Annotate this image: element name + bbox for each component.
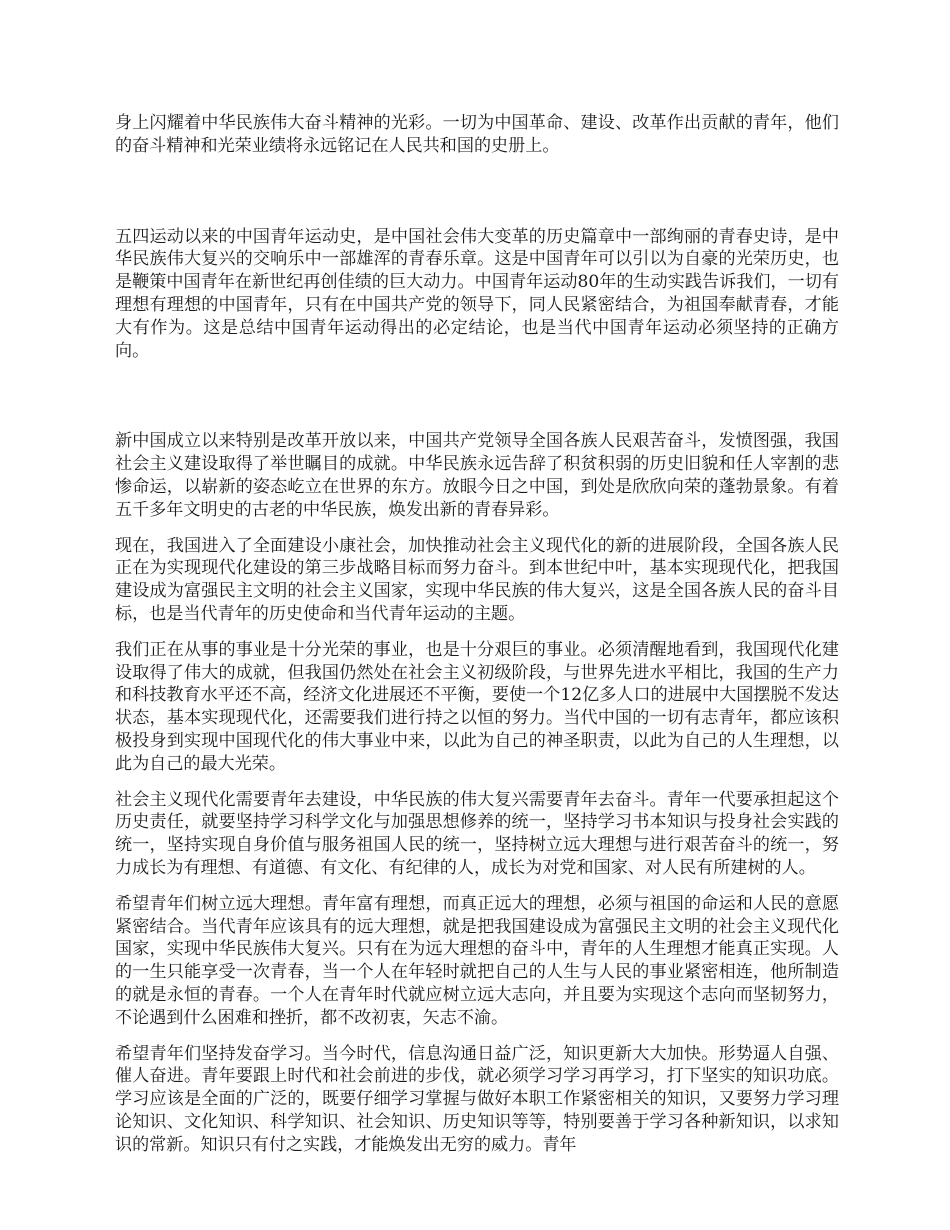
paragraph-2: 五四运动以来的中国青年运动史，是中国社会伟大变革的历史篇章中一部绚丽的青春史诗，是中华民族伟大复兴的交响乐中一部雄浑的青春乐章。这是中国青年可以引以为自豪的光荣历史，也是鞭策中国青年在新世纪再创佳绩的巨大动力。中国青年运动80年的生动实践告诉我们，一切有理想有理想的中国青年，只有在中国共产党的领导下，同人民紧密结合，为祖国奉献青春，才能大有作为。这是总结中国青年运动得出的必定结论，也是当代中国青年运动必须坚持的正确方向。: [115, 226, 839, 361]
paragraph-4: 现在，我国进入了全面建设小康社会，加快推动社会主义现代化的新的进展阶段，全国各族人民正在为实现现代化建设的第三步战略目标而努力奋斗。到本世纪中叶，基本实现现代化，把我国建设成为富强民主文明的社会主义国家，实现中华民族的伟大复兴，这是全国各族人民的奋斗目标，也是当代青年的历史使命和当代青年运动的主题。: [115, 535, 839, 624]
paragraph-1: 身上闪耀着中华民族伟大奋斗精神的光彩。一切为中国革命、建设、改革作出贡献的青年，他们的奋斗精神和光荣业绩将永远铭记在人民共和国的史册上。: [115, 113, 839, 156]
paragraph-5: 我们正在从事的事业是十分光荣的事业，也是十分艰巨的事业。必须清醒地看到，我国现代化建设取得了伟大的成就，但我国仍然处在社会主义初级阶段，与世界先进水平相比，我国的生产力和科技教育水平还不高，经济文化进展还不平衡，要使一个12亿多人口的进展中大国摆脱不发达状态，基本实现现代化，还需要我们进行持之以恒的努力。当代中国的一切有志青年，都应该积极投身到实现中国现代化的伟大事业中来，以此为自己的神圣职责，以此为自己的人生理想，以此为自己的最大光荣。: [115, 639, 839, 774]
paragraph-8: 希望青年们坚持发奋学习。当今时代，信息沟通日益广泛，知识更新大大加快。形势逼人自强、催人奋进。青年要跟上时代和社会前进的步伐，就必须学习学习再学习，打下坚实的知识功底。学习应该是全面的广泛的，既要仔细学习掌握与做好本职工作紧密相关的知识，又要努力学习理论知识、文化知识、科学知识、社会知识、历史知识等等，特别要善于学习各种新知识，以求知识的常新。知识只有付之实践，才能焕发出无穷的威力。青年: [115, 1043, 839, 1155]
paragraph-7: 希望青年们树立远大理想。青年富有理想，而真正远大的理想，必须与祖国的命运和人民的意愿紧密结合。当代青年应该具有的远大理想，就是把我国建设成为富强民主文明的社会主义现代化国家，实现中华民族伟大复兴。只有在为远大理想的奋斗中，青年的人生理想才能真正实现。人的一生只能享受一次青春，当一个人在年轻时就把自己的人生与人民的事业紧密相连，他所制造的就是永恒的青春。一个人在青年时代就应树立远大志向，并且要为实现这个志向而坚韧努力，不论遇到什么困难和挫折，都不改初衷，矢志不渝。: [115, 893, 839, 1028]
paragraph-3: 新中国成立以来特别是改革开放以来，中国共产党领导全国各族人民艰苦奋斗，发愤图强，我国社会主义建设取得了举世瞩目的成就。中华民族永远告辞了积贫积弱的历史旧貌和任人宰割的悲惨命运，以崭新的姿态屹立在世界的东方。放眼今日之中国，到处是欣欣向荣的蓬勃景象。有着五千多年文明史的古老的中华民族，焕发出新的青春异彩。: [115, 431, 839, 520]
paragraph-6: 社会主义现代化需要青年去建设，中华民族的伟大复兴需要青年去奋斗。青年一代要承担起这个历史责任，就要坚持学习科学文化与加强思想修养的统一，坚持学习书本知识与投身社会实践的统一，坚持实现自身价值与服务祖国人民的统一，坚持树立远大理想与进行艰苦奋斗的统一，努力成长为有理想、有道德、有文化、有纪律的人，成长为对党和国家、对人民有所建树的人。: [115, 789, 839, 878]
